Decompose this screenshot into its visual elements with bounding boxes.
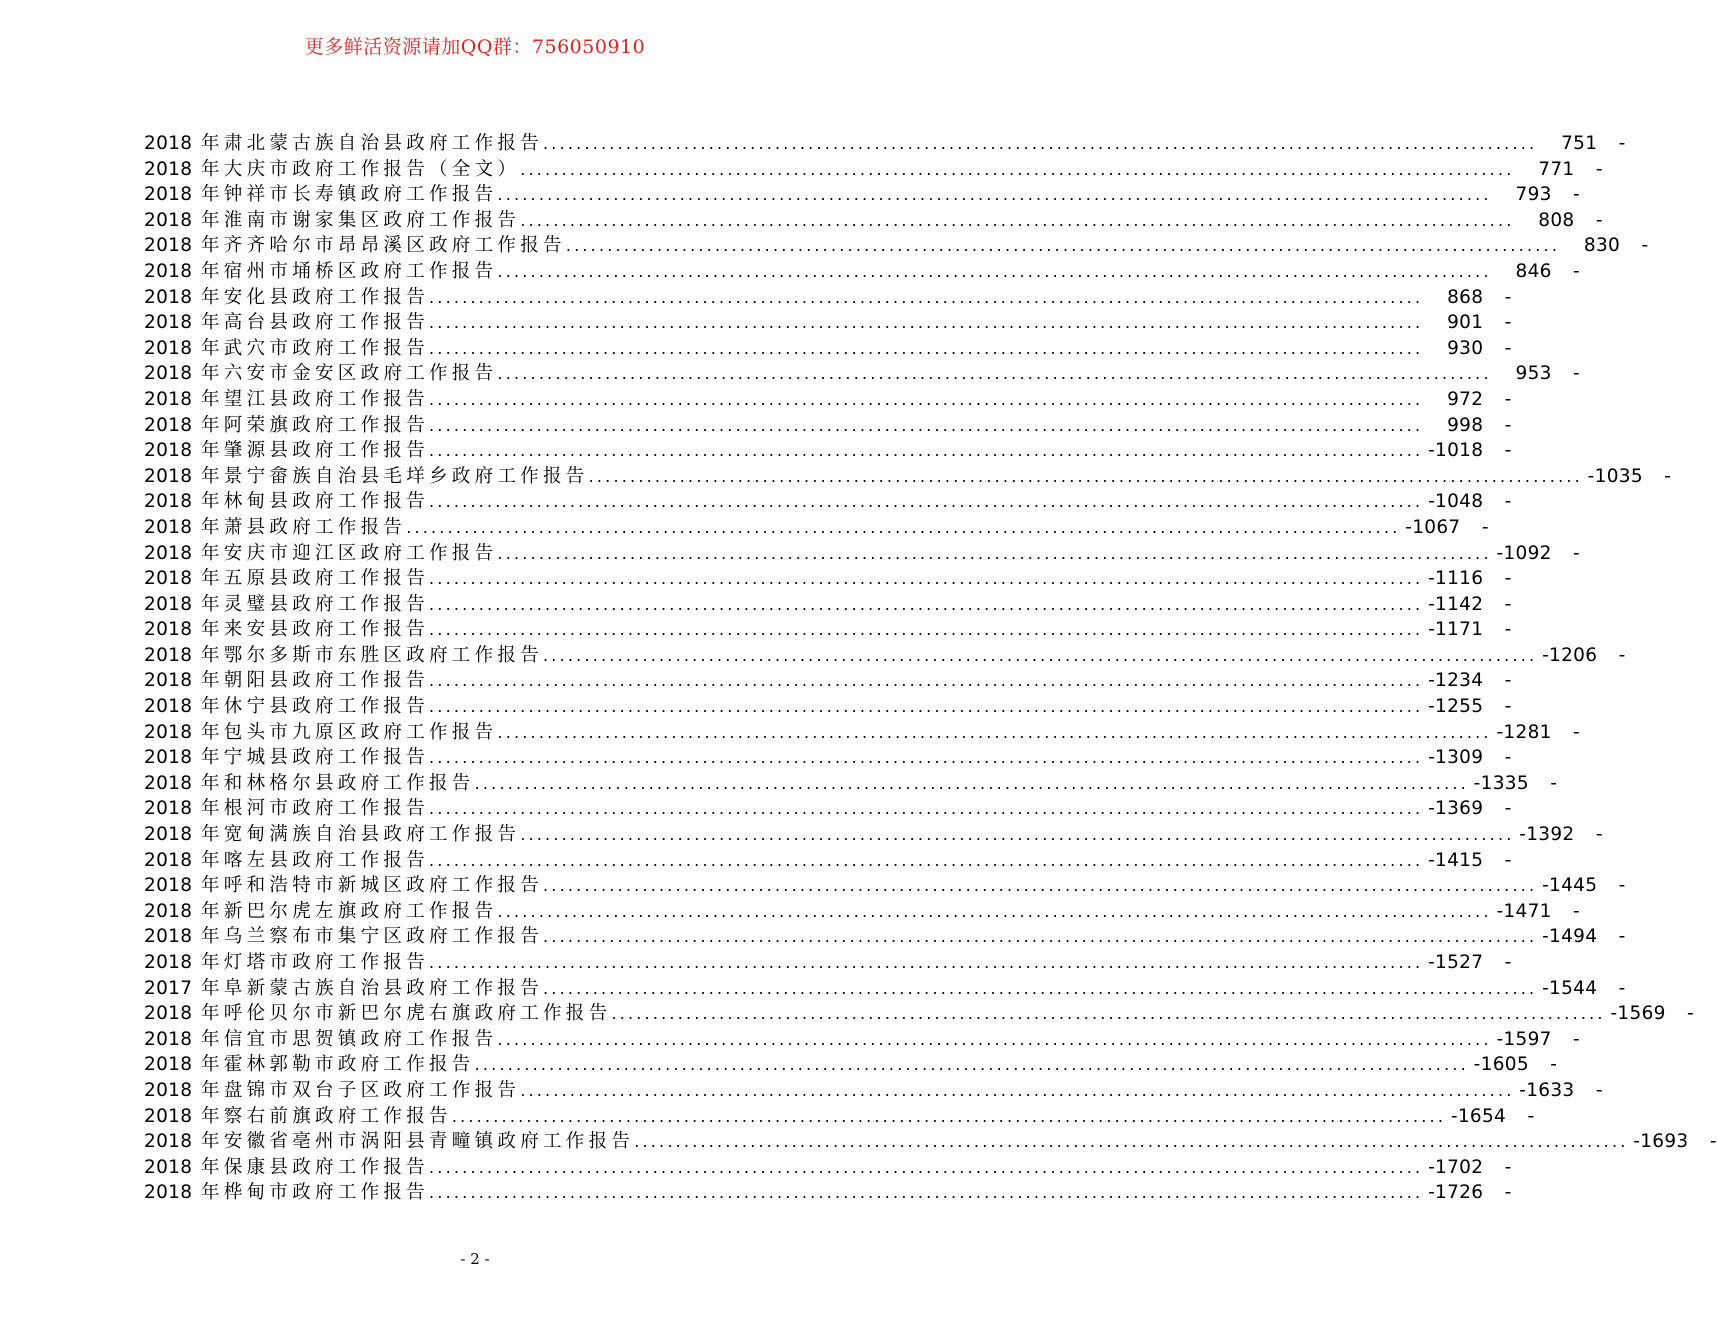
header-banner: 更多鲜活资源请加QQ群：756050910 [304,36,646,58]
toc-entry-title: 年休宁县政府工作报告 [201,696,430,718]
toc-dot-leader: ........................................................................................................................ [429,748,1424,768]
toc-entry[interactable] [144,285,1512,311]
toc-entry-title: 年宽甸满族自治县政府工作报告 [201,824,521,846]
toc-dot-leader: ........................................................................................................................ [429,953,1424,972]
toc-dot-leader: ........................................................................................................................ [451,1106,1447,1126]
toc-entry-page: -1527 [1428,952,1484,973]
toc-entry[interactable] [144,745,1512,771]
toc-dot-leader: ........................................................................................................................ [543,645,1538,665]
toc-entry-year: 2018 [144,491,193,513]
toc-entry[interactable] [144,259,1580,285]
toc-dot-leader: ........................................................................................................................ [429,1183,1424,1203]
toc-entry[interactable] [144,1027,1580,1053]
toc-entry-title: 年乌兰察布市集宁区政府工作报告 [201,926,544,948]
toc-entry-page: -1092 [1496,542,1552,564]
toc-entry-year: 2018 [144,312,193,334]
toc-entry[interactable] [144,438,1512,464]
toc-entry-page: -1494 [1542,926,1598,948]
toc-dot-leader: ........................................................................................................................ [429,1157,1424,1177]
toc-entry-page: -1369 [1428,798,1484,820]
toc-entry-title: 年钟祥市长寿镇政府工作报告 [201,184,498,206]
toc-entry-suffix: - [1504,696,1512,718]
table-of-contents [144,131,1717,1206]
toc-dot-leader: ........................................................................................................................ [543,134,1538,153]
toc-entry-title: 年喀左县政府工作报告 [201,849,430,871]
toc-entry-page: -1335 [1473,772,1529,794]
toc-entry-suffix: - [1504,670,1512,692]
toc-entry-title: 年呼和浩特市新城区政府工作报告 [201,875,544,897]
toc-entry[interactable] [144,489,1512,515]
toc-entry-page: 998 [1447,414,1484,436]
toc-entry-suffix: - [1504,440,1512,462]
toc-entry-page: 953 [1515,363,1552,385]
toc-entry-page: -1471 [1496,900,1552,922]
toc-dot-leader: ........................................................................................................................ [520,159,1515,179]
toc-entry[interactable] [144,848,1512,874]
toc-entry-page: 972 [1447,388,1484,410]
toc-entry-page: -1255 [1428,696,1484,718]
toc-entry-year: 2018 [144,1156,193,1178]
toc-entry[interactable] [144,1129,1717,1155]
toc-entry[interactable] [144,541,1580,567]
toc-entry-year: 2018 [144,133,193,154]
toc-dot-leader: ........................................................................................................................ [634,1132,1629,1152]
toc-entry-year: 2018 [144,1079,193,1101]
toc-dot-leader: ........................................................................................................................ [497,364,1492,384]
toc-dot-leader: ........................................................................................................................ [520,1080,1515,1100]
toc-entry[interactable] [144,413,1512,439]
toc-entry-title: 年呼伦贝尔市新巴尔虎右旗政府工作报告 [201,1003,612,1025]
toc-entry[interactable] [144,361,1580,387]
toc-entry-year: 2018 [144,388,193,410]
toc-dot-leader: ........................................................................................................................ [429,620,1424,640]
toc-entry[interactable] [144,694,1512,720]
toc-entry-title: 年安徽省亳州市涡阳县青疃镇政府工作报告 [201,1131,635,1153]
toc-entry-suffix: - [1573,184,1580,206]
toc-entry-suffix: - [1504,593,1512,615]
toc-entry-page: -1605 [1473,1054,1529,1076]
toc-dot-leader: ........................................................................................................................ [543,876,1538,896]
toc-entry-suffix: - [1550,1054,1557,1076]
toc-entry-year: 2018 [144,1131,193,1153]
toc-entry-title: 年霍林郭勒市政府工作报告 [201,1054,475,1076]
toc-entry-year: 2018 [144,824,193,846]
toc-entry-page: -1445 [1542,875,1598,897]
toc-dot-leader: ........................................................................................................................ [543,978,1538,998]
toc-entry[interactable] [144,720,1580,746]
toc-entry[interactable] [144,668,1512,694]
toc-dot-leader: ........................................................................................................................ [497,901,1492,921]
toc-dot-leader: ........................................................................................................................ [497,1029,1492,1049]
toc-dot-leader: ........................................................................................................................ [497,185,1492,205]
toc-dot-leader: ........................................................................................................................ [474,773,1469,793]
toc-entry-page: 846 [1515,260,1552,282]
toc-entry[interactable] [144,899,1580,925]
toc-entry-title: 年林甸县政府工作报告 [201,491,430,513]
toc-entry-year: 2018 [144,184,193,206]
toc-entry-year: 2018 [144,568,193,590]
toc-entry[interactable] [144,1052,1557,1078]
toc-entry-title: 年萧县政府工作报告 [201,516,407,538]
toc-entry-year: 2018 [144,1105,193,1127]
toc-entry-suffix: - [1573,1028,1580,1050]
toc-entry-suffix: - [1504,568,1512,590]
toc-entry-suffix: - [1504,414,1512,436]
toc-entry-year: 2018 [144,747,193,769]
toc-entry-suffix: - [1504,1156,1512,1178]
toc-entry-year: 2018 [144,696,193,718]
toc-entry-suffix: - [1641,235,1649,257]
toc-dot-leader: ........................................................................................................................ [429,569,1424,589]
toc-entry[interactable] [144,515,1489,541]
toc-entry-year: 2018 [144,158,193,180]
toc-entry-page: -1544 [1542,977,1598,999]
toc-entry-suffix: - [1595,1079,1603,1101]
toc-entry-suffix: - [1664,465,1671,487]
toc-entry[interactable] [144,1104,1535,1130]
toc-entry-year: 2018 [144,337,193,359]
toc-entry-year: 2018 [144,1182,193,1204]
toc-entry-year: 2018 [144,670,193,692]
toc-entry-year: 2018 [144,414,193,436]
toc-entry-page: -1048 [1428,491,1484,513]
toc-entry-page: -1035 [1587,465,1643,487]
toc-entry-year: 2018 [144,260,193,282]
toc-entry[interactable] [144,771,1557,797]
toc-entry-suffix: - [1504,312,1512,334]
toc-entry-suffix: - [1573,542,1580,564]
toc-dot-leader: ........................................................................................................................ [429,338,1424,358]
toc-entry-year: 2018 [144,286,193,308]
toc-entry[interactable] [144,182,1580,208]
toc-entry-title: 年灯塔市政府工作报告 [201,952,430,973]
toc-entry-year: 2018 [144,542,193,564]
page-number: - 2 - [460,1250,490,1268]
toc-dot-leader: ........................................................................................................................ [406,517,1401,537]
toc-entry-suffix: - [1573,260,1580,282]
toc-entry-page: -1654 [1450,1105,1507,1127]
toc-entry[interactable] [144,1078,1603,1104]
toc-entry-suffix: - [1573,363,1580,385]
toc-entry-year: 2018 [144,849,193,871]
toc-entry-suffix: - [1595,158,1603,180]
toc-entry-suffix: - [1504,337,1512,359]
toc-entry-page: -1018 [1428,440,1484,462]
toc-dot-leader: ........................................................................................................................ [520,210,1515,230]
toc-entry-title: 年鄂尔多斯市东胜区政府工作报告 [201,644,544,666]
toc-entry[interactable] [144,1155,1512,1181]
toc-entry-year: 2018 [144,875,193,897]
toc-entry-suffix: - [1709,1131,1717,1153]
toc-entry-page: -1415 [1428,849,1484,871]
toc-entry[interactable] [144,1180,1512,1206]
toc-entry[interactable] [144,950,1512,976]
toc-dot-leader: ........................................................................................................................ [429,799,1424,819]
toc-entry-year: 2018 [144,798,193,820]
toc-entry-title: 年包头市九原区政府工作报告 [201,721,498,743]
toc-entry-page: 793 [1515,184,1552,206]
toc-entry-page: -1693 [1633,1131,1689,1153]
toc-entry-page: -1171 [1428,619,1484,641]
toc-dot-leader: ........................................................................................................................ [497,543,1492,563]
toc-entry-title: 年安化县政府工作报告 [201,286,430,308]
toc-entry-suffix: - [1550,772,1557,794]
toc-dot-leader: ........................................................................................................................ [543,927,1538,947]
toc-entry-page: -1116 [1428,568,1484,590]
toc-dot-leader: ........................................................................................................................ [520,825,1515,845]
toc-entry[interactable] [144,796,1512,822]
toc-entry-page: 751 [1561,133,1598,154]
toc-entry-page: 868 [1447,286,1484,308]
toc-entry-year: 2018 [144,1054,193,1076]
toc-dot-leader: ........................................................................................................................ [497,261,1492,281]
toc-entry[interactable] [144,924,1626,950]
toc-entry-year: 2018 [144,926,193,948]
toc-dot-leader: ........................................................................................................................ [429,441,1424,461]
toc-entry-year: 2018 [144,516,193,538]
toc-entry-suffix: - [1481,516,1489,538]
toc-dot-leader: ........................................................................................................................ [588,466,1583,486]
toc-entry-suffix: - [1618,875,1626,897]
toc-dot-leader: ........................................................................................................................ [474,1055,1469,1075]
toc-entry-suffix: - [1504,849,1512,871]
toc-entry[interactable] [144,976,1626,1002]
toc-entry-title: 年安庆市迎江区政府工作报告 [201,542,498,564]
toc-entry[interactable] [144,617,1512,643]
toc-entry[interactable] [144,643,1626,669]
toc-entry-suffix: - [1618,926,1626,948]
toc-entry-year: 2018 [144,900,193,922]
toc-entry-title: 年和林格尔县政府工作报告 [201,772,475,794]
toc-entry-page: 771 [1538,158,1575,180]
toc-entry[interactable] [144,310,1512,336]
toc-entry-suffix: - [1618,977,1626,999]
toc-entry-suffix: - [1618,644,1626,666]
toc-entry-title: 年景宁畲族自治县毛垟乡政府工作报告 [201,465,589,487]
toc-entry-year: 2018 [144,440,193,462]
toc-entry-year: 2018 [144,1028,193,1050]
toc-entry-year: 2018 [144,1003,193,1025]
toc-dot-leader: ........................................................................................................................ [429,415,1424,435]
toc-entry-suffix: - [1573,721,1580,743]
toc-entry-title: 年齐齐哈尔市昂昂溪区政府工作报告 [201,235,566,257]
toc-entry-title: 年淮南市谢家集区政府工作报告 [201,209,521,231]
toc-entry-title: 年根河市政府工作报告 [201,798,430,820]
toc-entry-title: 年肇源县政府工作报告 [201,440,430,462]
toc-entry-suffix: - [1504,952,1512,973]
toc-dot-leader: ........................................................................................................................ [429,697,1424,717]
toc-entry-year: 2018 [144,235,193,257]
toc-entry-year: 2018 [144,363,193,385]
toc-entry[interactable] [144,822,1603,848]
toc-dot-leader: ........................................................................................................................ [429,594,1424,614]
toc-entry-title: 年来安县政府工作报告 [201,619,430,641]
toc-entry-title: 年宁城县政府工作报告 [201,747,430,769]
toc-entry-title: 年阿荣旗政府工作报告 [201,414,430,436]
toc-entry-year: 2018 [144,644,193,666]
toc-entry-suffix: - [1527,1105,1535,1127]
toc-entry-title: 年新巴尔虎左旗政府工作报告 [201,900,498,922]
toc-dot-leader: ........................................................................................................................ [429,671,1424,691]
toc-dot-leader: ........................................................................................................................ [611,1004,1606,1024]
toc-entry-suffix: - [1573,900,1580,922]
toc-dot-leader: ........................................................................................................................ [429,492,1424,512]
toc-entry-title: 年盘锦市双台子区政府工作报告 [201,1079,521,1101]
toc-entry-title: 年大庆市政府工作报告（全文） [201,158,521,180]
toc-entry-year: 2018 [144,593,193,615]
toc-entry-page: -1569 [1610,1003,1666,1025]
toc-entry-page: -1702 [1428,1156,1484,1178]
toc-entry-suffix: - [1687,1003,1694,1025]
toc-entry-suffix: - [1595,824,1603,846]
toc-entry-year: 2018 [144,721,193,743]
toc-entry-title: 年宿州市埇桥区政府工作报告 [201,260,498,282]
toc-entry-page: -1392 [1519,824,1575,846]
toc-entry[interactable] [144,157,1603,183]
toc-entry[interactable] [144,336,1512,362]
toc-entry-suffix: - [1504,286,1512,308]
toc-entry-title: 年朝阳县政府工作报告 [201,670,430,692]
toc-entry-page: -1142 [1428,593,1484,615]
toc-entry[interactable] [144,566,1512,592]
toc-dot-leader: ........................................................................................................................ [429,850,1424,870]
toc-entry-year: 2018 [144,772,193,794]
toc-entry-suffix: - [1595,209,1603,231]
toc-entry-year: 2018 [144,619,193,641]
toc-entry-page: -1633 [1519,1079,1575,1101]
toc-entry-title: 年五原县政府工作报告 [201,568,430,590]
toc-entry-title: 年高台县政府工作报告 [201,312,430,334]
toc-dot-leader: ........................................................................................................................ [429,389,1424,409]
toc-entry-title: 年阜新蒙古族自治县政府工作报告 [201,977,544,999]
toc-entry-title: 年肃北蒙古族自治县政府工作报告 [201,133,544,154]
toc-entry-title: 年武穴市政府工作报告 [201,337,430,359]
toc-entry-title: 年保康县政府工作报告 [201,1156,430,1178]
toc-entry[interactable] [144,208,1603,234]
toc-entry-suffix: - [1504,747,1512,769]
toc-entry-page: -1597 [1496,1028,1552,1050]
toc-dot-leader: ........................................................................................................................ [565,236,1561,256]
toc-entry-year: 2018 [144,952,193,973]
toc-entry-page: -1726 [1428,1182,1484,1204]
toc-entry[interactable] [144,464,1671,490]
toc-entry-title: 年信宜市思贺镇政府工作报告 [201,1028,498,1050]
toc-entry-suffix: - [1504,1182,1512,1204]
toc-entry-title: 年桦甸市政府工作报告 [201,1182,430,1204]
toc-entry-year: 2018 [144,465,193,487]
toc-entry[interactable] [144,873,1626,899]
toc-entry[interactable] [144,387,1512,413]
toc-entry-title: 年灵璧县政府工作报告 [201,593,430,615]
toc-entry[interactable] [144,1001,1694,1027]
toc-entry-year: 2018 [144,209,193,231]
toc-entry-page: -1234 [1428,670,1484,692]
toc-entry-suffix: - [1618,133,1626,154]
toc-entry-title: 年望江县政府工作报告 [201,388,430,410]
toc-dot-leader: ........................................................................................................................ [429,287,1424,307]
toc-entry[interactable] [144,592,1512,618]
toc-entry-year: 2017 [144,977,193,999]
toc-entry-page: -1206 [1542,644,1598,666]
toc-entry-suffix: - [1504,619,1512,641]
toc-entry-suffix: - [1504,798,1512,820]
toc-entry-page: -1281 [1496,721,1552,743]
toc-entry-page: -1309 [1428,747,1484,769]
toc-entry-suffix: - [1504,388,1512,410]
toc-entry-suffix: - [1504,491,1512,513]
toc-entry[interactable] [144,233,1649,259]
toc-entry-title: 年察右前旗政府工作报告 [201,1105,452,1127]
toc-entry-title: 年六安市金安区政府工作报告 [201,363,498,385]
toc-dot-leader: ........................................................................................................................ [497,722,1492,742]
toc-entry-page: 808 [1538,209,1575,231]
toc-entry-page: 901 [1447,312,1484,334]
toc-entry-page: 830 [1583,235,1621,257]
toc-entry[interactable] [144,131,1626,157]
toc-entry-page: 930 [1447,337,1484,359]
toc-dot-leader: ........................................................................................................................ [429,313,1424,333]
toc-entry-page: -1067 [1405,516,1461,538]
